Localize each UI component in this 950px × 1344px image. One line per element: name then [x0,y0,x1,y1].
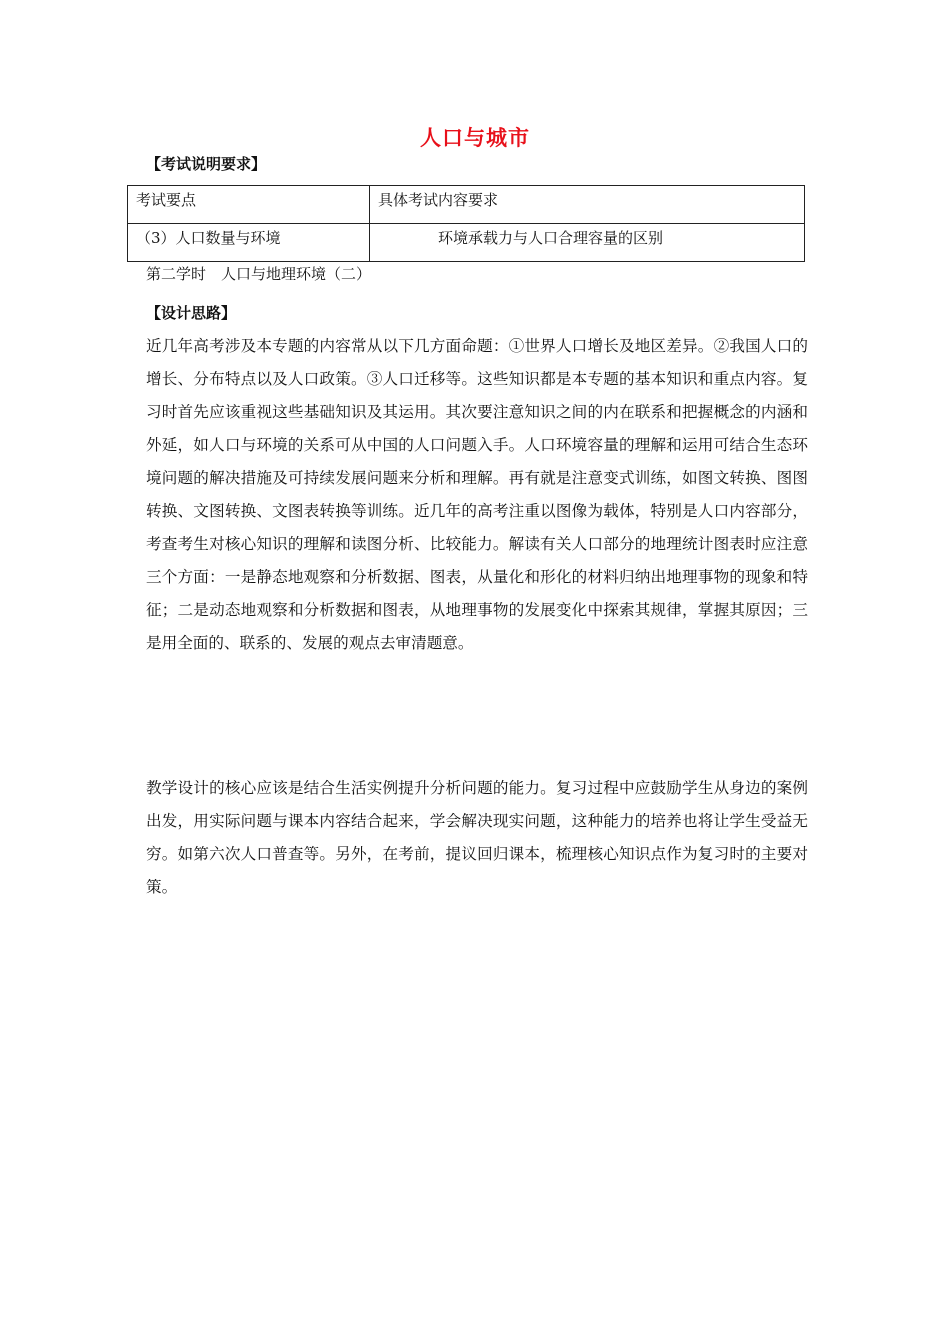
page-title: 人口与城市 [420,126,530,150]
exam-requirements-table [127,185,805,262]
table-row [128,224,805,262]
table-header-cell: 具体考试内容要求 [370,186,805,224]
design-heading: 【设计思路】 [146,304,237,322]
table-cell: 环境承载力与人口合理容量的区别 [370,224,805,262]
session-line: 第二学时 人口与地理环境（二） [146,265,372,283]
design-paragraph-2: 教学设计的核心应该是结合生活实例提升分析问题的能力。复习过程中应鼓励学生从身边的案例出发，用实际问题与课本内容结合起来，学会解决现实问题，这种能力的培养也将让学生受益无穷。如第六次人口普查等。另外，在考前，提议回归课本，梳理核心知识点作为复习时的主要对策。 [146,779,808,896]
exam-requirements-heading: 【考试说明要求】 [146,155,267,173]
table-header-cell: 考试要点 [128,186,370,224]
design-paragraph-1: 近几年高考涉及本专题的内容常从以下几方面命题：①世界人口增长及地区差异。②我国人口的增长、分布特点以及人口政策。③人口迁移等。这些知识都是本专题的基本知识和重点内容。复习时首先应该重视这些基础知识及其运用。其次要注意知识之间的内在联系和把握概念的内涵和外延，如人口与环境的关系可从中国的人口问题入手。人口环境容量的理解和运用可结合生态环境问题的解决措施及可持续发展问题来分析和理解。再有就是注意变式训练，如图文转换、图图转换、文图转换、文图表转换等训练。近几年的高考注重以图像为载体，特别是人口内容部分，考查考生对核心知识的理解和读图分析、比较能力。解读有关人口部分的地理统计图表时应注意三个方面：一是静态地观察和分析数据、图表，从量化和形化的材料归纳出地理事物的现象和特征；二是动态地观察和分析数据和图表，从地理事物的发展变化中探索其规律，掌握其原因；三是用全面的、联系的、发展的观点去审清题意。 [146,337,808,652]
table-header-row [128,186,805,224]
table-cell: （3）人口数量与环境 [128,224,370,262]
